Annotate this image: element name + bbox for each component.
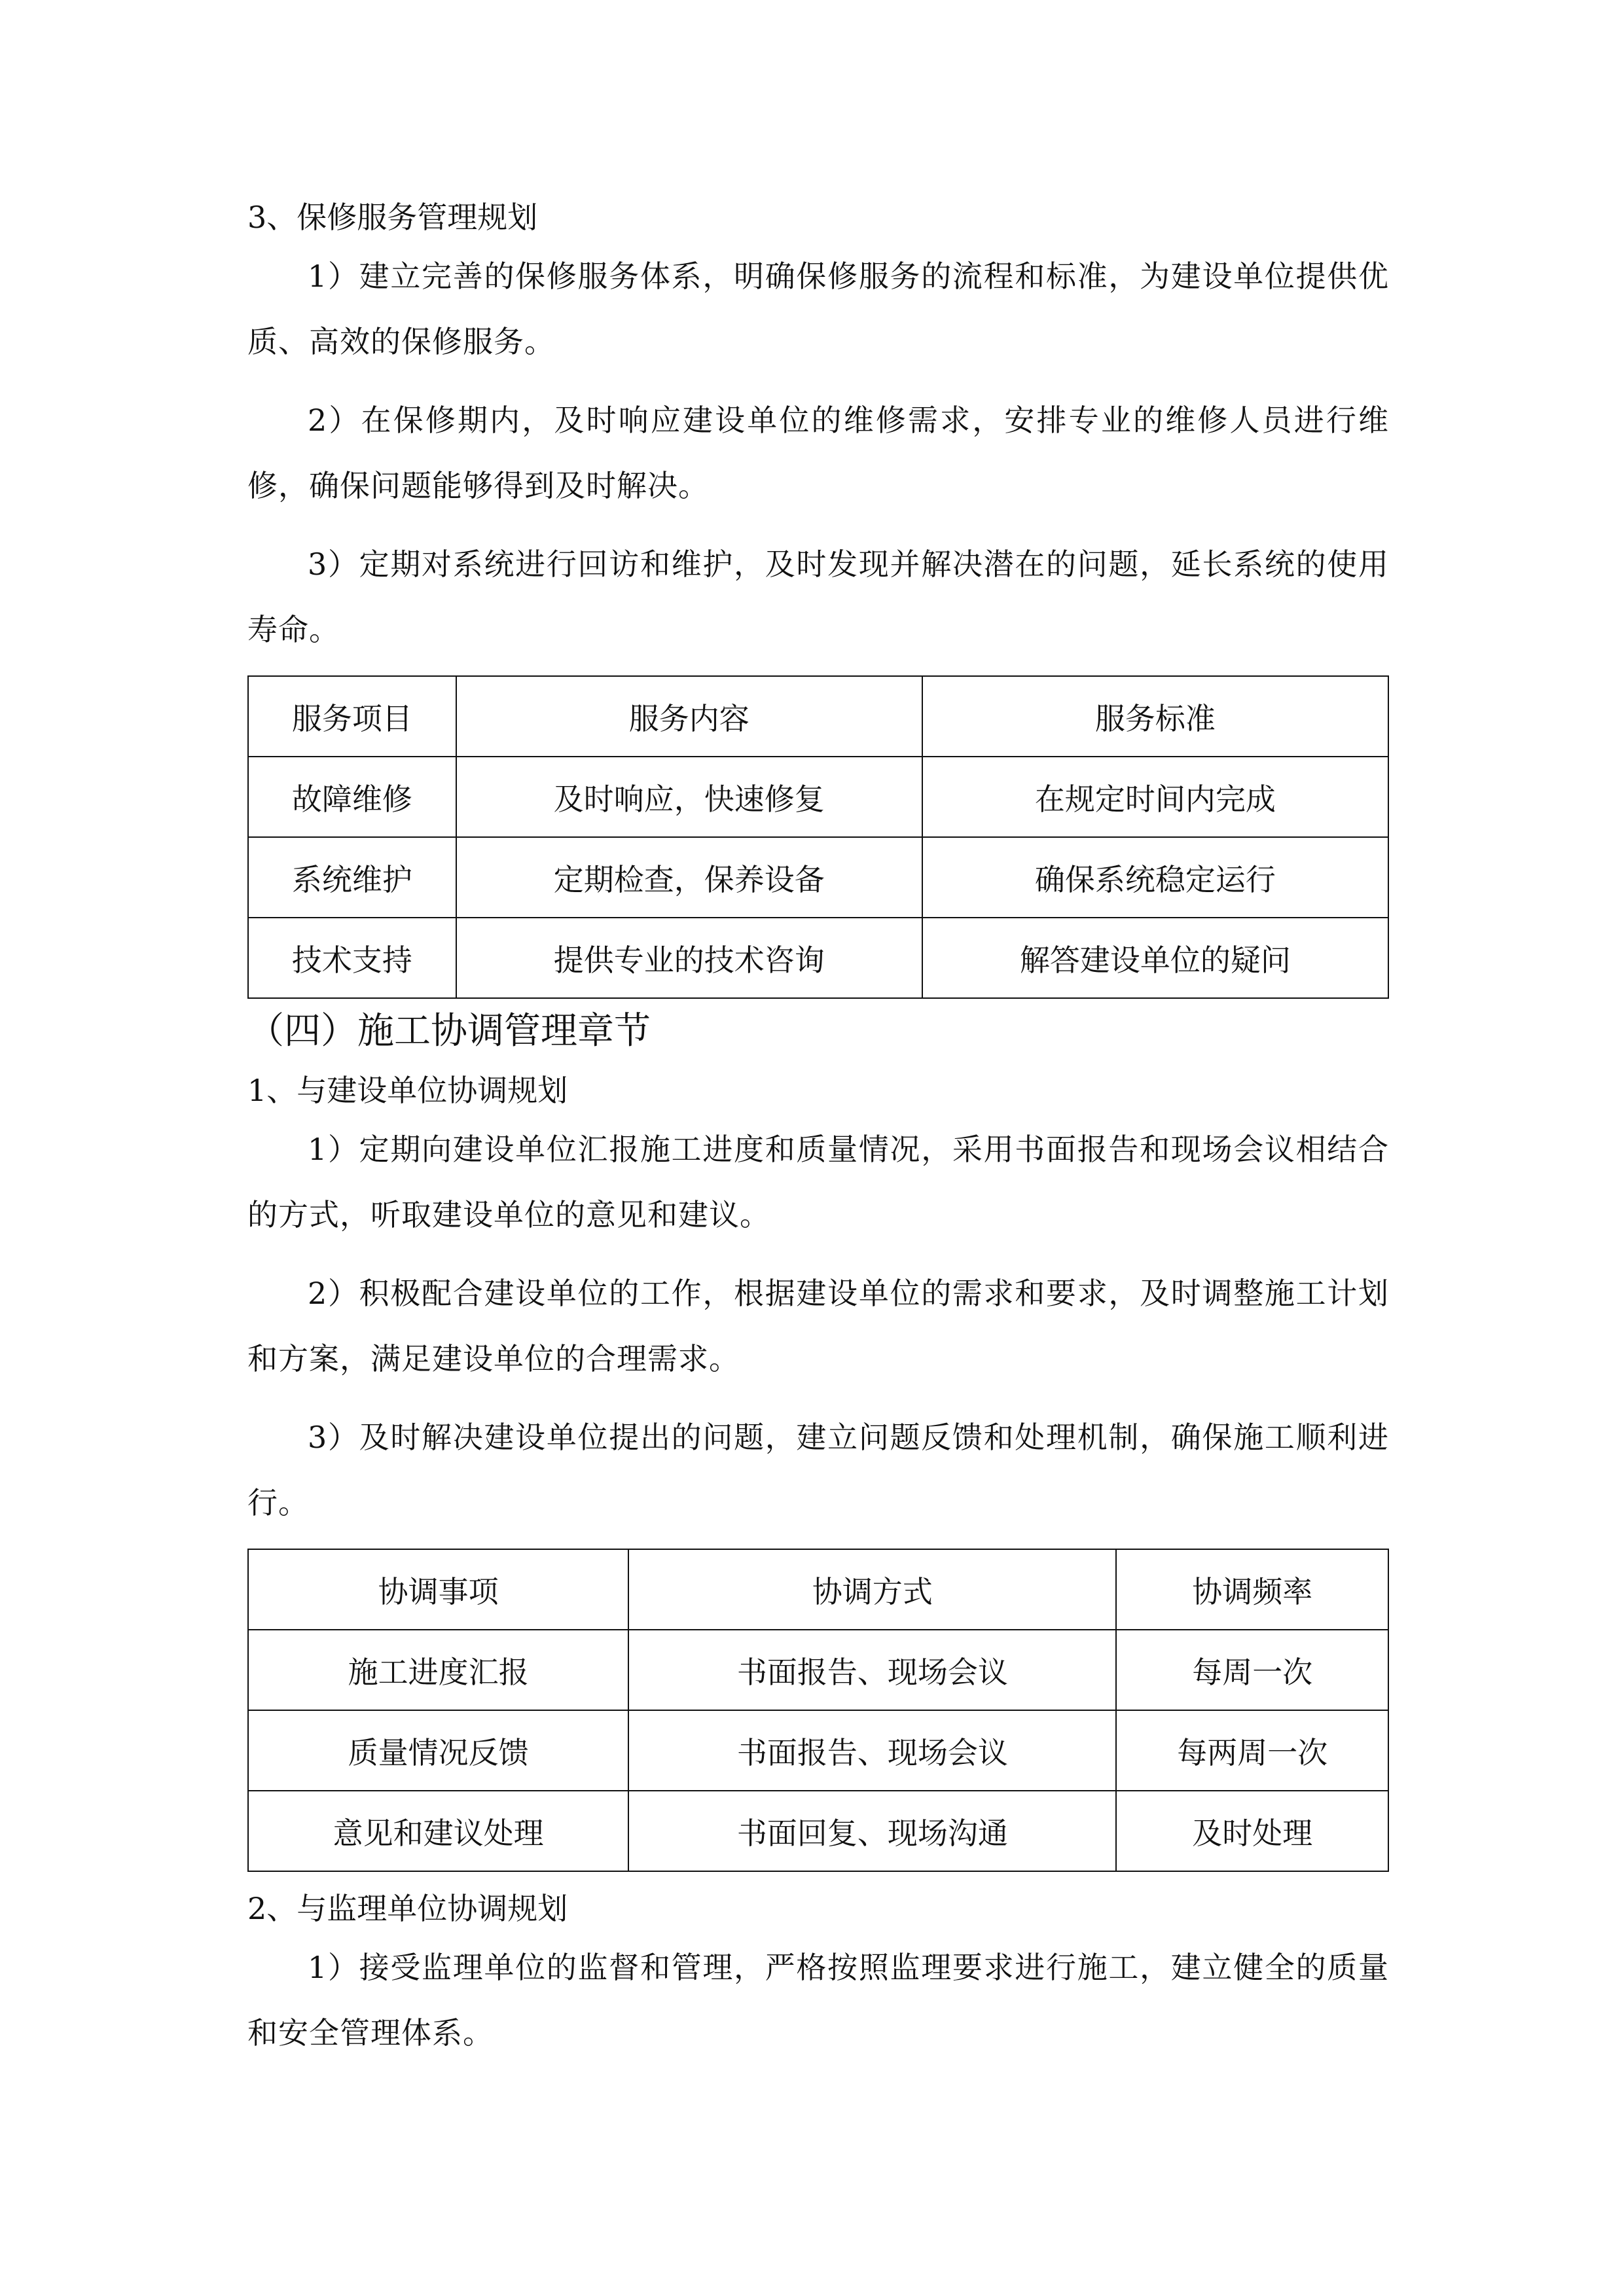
section-4-2-title: 2、与监理单位协调规划 [247, 1891, 568, 1926]
table-header-cell: 服务内容 [456, 676, 922, 757]
section-3-paragraph-3: 3）定期对系统进行回访和维护，及时发现并解决潜在的问题，延长系统的使用寿命。 [247, 547, 1389, 647]
section-4-1-title: 1、与建设单位协调规划 [247, 1073, 568, 1108]
table-row [248, 837, 1388, 918]
table-cell: 书面报告、现场会议 [628, 1710, 1116, 1791]
table-row [248, 1791, 1388, 1871]
table-cell: 及时响应，快速修复 [456, 757, 922, 837]
table-header-cell: 协调事项 [248, 1549, 628, 1630]
document-content [247, 191, 1389, 2079]
table-cell: 每周一次 [1116, 1630, 1388, 1710]
table-row [248, 1630, 1388, 1710]
section-4-1-paragraph-2: 2）积极配合建设单位的工作，根据建设单位的需求和要求，及时调整施工计划和方案，满足建设单位的合理需求。 [247, 1276, 1389, 1376]
table-cell: 确保系统稳定运行 [922, 837, 1388, 918]
owner-coordination-table [247, 1549, 1389, 1872]
table-cell: 书面报告、现场会议 [628, 1630, 1116, 1710]
warranty-service-table [247, 675, 1389, 999]
section-3-paragraph-2: 2）在保修期内，及时响应建设单位的维修需求，安排专业的维修人员进行维修，确保问题能够得到及时解决。 [247, 403, 1389, 503]
table-header-cell: 服务项目 [248, 676, 456, 757]
section-3-paragraph-1: 1）建立完善的保修服务体系，明确保修服务的流程和标准，为建设单位提供优质、高效的保修服务。 [247, 259, 1389, 359]
section-4-1-paragraph-3: 3）及时解决建设单位提出的问题，建立问题反馈和处理机制，确保施工顺利进行。 [247, 1420, 1389, 1520]
table-row [248, 1710, 1388, 1791]
chapter-4-title: （四）施工协调管理章节 [247, 1010, 651, 1052]
section-4-2-paragraph-1: 1）接受监理单位的监督和管理，严格按照监理要求进行施工，建立健全的质量和安全管理体系。 [247, 1950, 1389, 2051]
table-cell: 故障维修 [248, 757, 456, 837]
table-row [248, 918, 1388, 998]
table-header-cell: 服务标准 [922, 676, 1388, 757]
table-header-row [248, 676, 1388, 757]
table-header-cell: 协调方式 [628, 1549, 1116, 1630]
table-cell: 系统维护 [248, 837, 456, 918]
table-cell: 每两周一次 [1116, 1710, 1388, 1791]
table-cell: 施工进度汇报 [248, 1630, 628, 1710]
table-header-cell: 协调频率 [1116, 1549, 1388, 1630]
table-row [248, 757, 1388, 837]
table-cell: 在规定时间内完成 [922, 757, 1388, 837]
table-cell: 定期检查，保养设备 [456, 837, 922, 918]
table-header-row [248, 1549, 1388, 1630]
table-cell: 意见和建议处理 [248, 1791, 628, 1871]
table-cell: 解答建设单位的疑问 [922, 918, 1388, 998]
section-4-1-paragraph-1: 1）定期向建设单位汇报施工进度和质量情况，采用书面报告和现场会议相结合的方式，听取建设单位的意见和建议。 [247, 1132, 1389, 1232]
section-3-title: 3、保修服务管理规划 [247, 200, 538, 235]
table-cell: 书面回复、现场沟通 [628, 1791, 1116, 1871]
table-cell: 及时处理 [1116, 1791, 1388, 1871]
table-cell: 技术支持 [248, 918, 456, 998]
table-cell: 质量情况反馈 [248, 1710, 628, 1791]
table-cell: 提供专业的技术咨询 [456, 918, 922, 998]
